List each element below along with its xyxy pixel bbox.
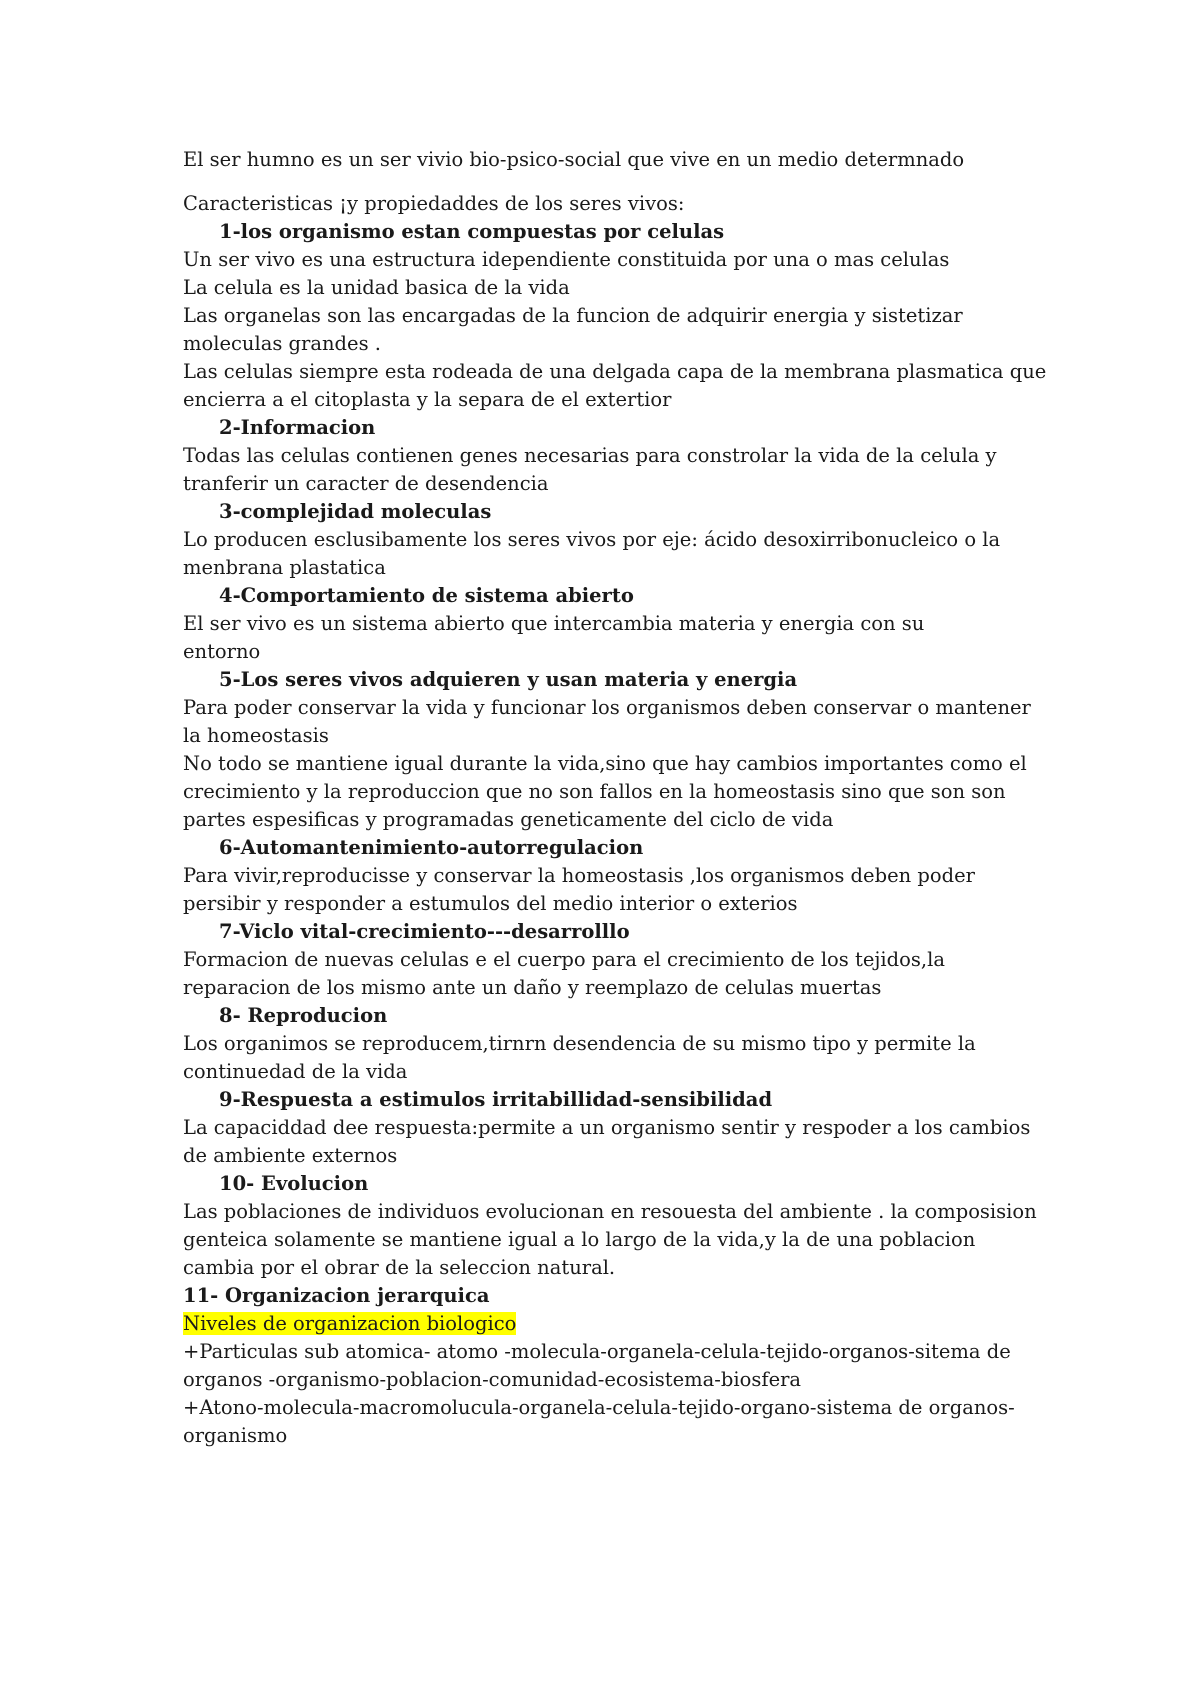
section-text: cambia por el obrar de la seleccion natural.	[183, 1256, 616, 1279]
section-text: Formacion de nuevas celulas e el cuerpo para el crecimiento de los tejidos,la	[183, 948, 945, 971]
section-heading: 9-Respuesta a estimulos irritabillidad-sensibilidad	[219, 1088, 773, 1111]
section-text: Todas las celulas contienen genes necesarias para constrolar la vida de la celula y	[183, 444, 997, 467]
section-text: partes espesificas y programadas geneticamente del ciclo de vida	[183, 808, 834, 831]
section-text: organos -organismo-poblacion-comunidad-ecosistema-biosfera	[183, 1368, 802, 1391]
section-text: Las poblaciones de individuos evolucionan en resouesta del ambiente . la composision	[183, 1200, 1037, 1223]
section-text: Lo producen esclusibamente los seres vivos por eje: ácido desoxirribonucleico o la	[183, 528, 1001, 551]
section-heading: 4-Comportamiento de sistema abierto	[219, 584, 634, 607]
section-text: genteica solamente se mantiene igual a lo largo de la vida,y la de una poblacion	[183, 1228, 976, 1251]
highlighted-line	[183, 1310, 1063, 1338]
section-text: tranferir un caracter de desendencia	[183, 472, 549, 495]
section-text: No todo se mantiene igual durante la vida,sino que hay cambios importantes como el	[183, 752, 1027, 775]
section-text: de ambiente externos	[183, 1144, 398, 1167]
section-heading: 1-los organismo estan compuestas por celulas	[219, 220, 725, 243]
document-body	[183, 146, 1063, 1450]
section-text: +Particulas sub atomica- atomo -molecula-organela-celula-tejido-organos-sitema de	[183, 1340, 1011, 1363]
section-heading: 8- Reproducion	[219, 1004, 388, 1027]
section-text: reparacion de los mismo ante un daño y reemplazo de celulas muertas	[183, 976, 882, 999]
section-text: organismo	[183, 1424, 288, 1447]
section-text: crecimiento y la reproduccion que no son fallos en la homeostasis sino que son son	[183, 780, 1006, 803]
subtitle-line: Caracteristicas ¡y propiedaddes de los seres vivos:	[183, 192, 685, 215]
section-heading: 3-complejidad moleculas	[219, 500, 492, 523]
section-text: Las organelas son las encargadas de la funcion de adquirir energia y sistetizar	[183, 304, 963, 327]
section-text: entorno	[183, 640, 261, 663]
section-text: menbrana plastatica	[183, 556, 386, 579]
section-heading: 5-Los seres vivos adquieren y usan materia y energia	[219, 668, 798, 691]
section-text: +Atono-molecula-macromolucula-organela-celula-tejido-organo-sistema de organos-	[183, 1396, 1015, 1419]
section-text: moleculas grandes .	[183, 332, 381, 355]
section-heading: 10- Evolucion	[219, 1172, 369, 1195]
section-text: Para poder conservar la vida y funcionar los organismos deben conservar o mantener	[183, 696, 1031, 719]
section-text: El ser vivo es un sistema abierto que intercambia materia y energia con su	[183, 612, 925, 635]
section-text: Un ser vivo es una estructura idependiente constituida por una o mas celulas	[183, 248, 950, 271]
highlighted-text: Niveles de organizacion biologico	[183, 1312, 517, 1335]
section-heading: 11- Organizacion jerarquica	[183, 1284, 490, 1307]
section-text: Las celulas siempre esta rodeada de una delgada capa de la membrana plasmatica que	[183, 360, 1047, 383]
section-text: persibir y responder a estumulos del medio interior o exterios	[183, 892, 798, 915]
intro-line: El ser humno es un ser vivio bio-psico-social que vive en un medio determnado	[183, 148, 965, 171]
section-text: continuedad de la vida	[183, 1060, 408, 1083]
section-text: encierra a el citoplasta y la separa de el extertior	[183, 388, 672, 411]
section-text: la homeostasis	[183, 724, 329, 747]
section-text: Para vivir,reproducisse y conservar la homeostasis ,los organismos deben poder	[183, 864, 975, 887]
section-text: Los organimos se reproducem,tirnrn desendencia de su mismo tipo y permite la	[183, 1032, 976, 1055]
section-text: La capaciddad dee respuesta:permite a un organismo sentir y respoder a los cambios	[183, 1116, 1031, 1139]
section-heading: 6-Automantenimiento-autorregulacion	[219, 836, 644, 859]
section-heading: 2-Informacion	[219, 416, 376, 439]
section-heading: 7-Viclo vital-crecimiento---desarrolllo	[219, 920, 630, 943]
paragraph-gap	[183, 174, 1063, 190]
section-text: La celula es la unidad basica de la vida	[183, 276, 570, 299]
